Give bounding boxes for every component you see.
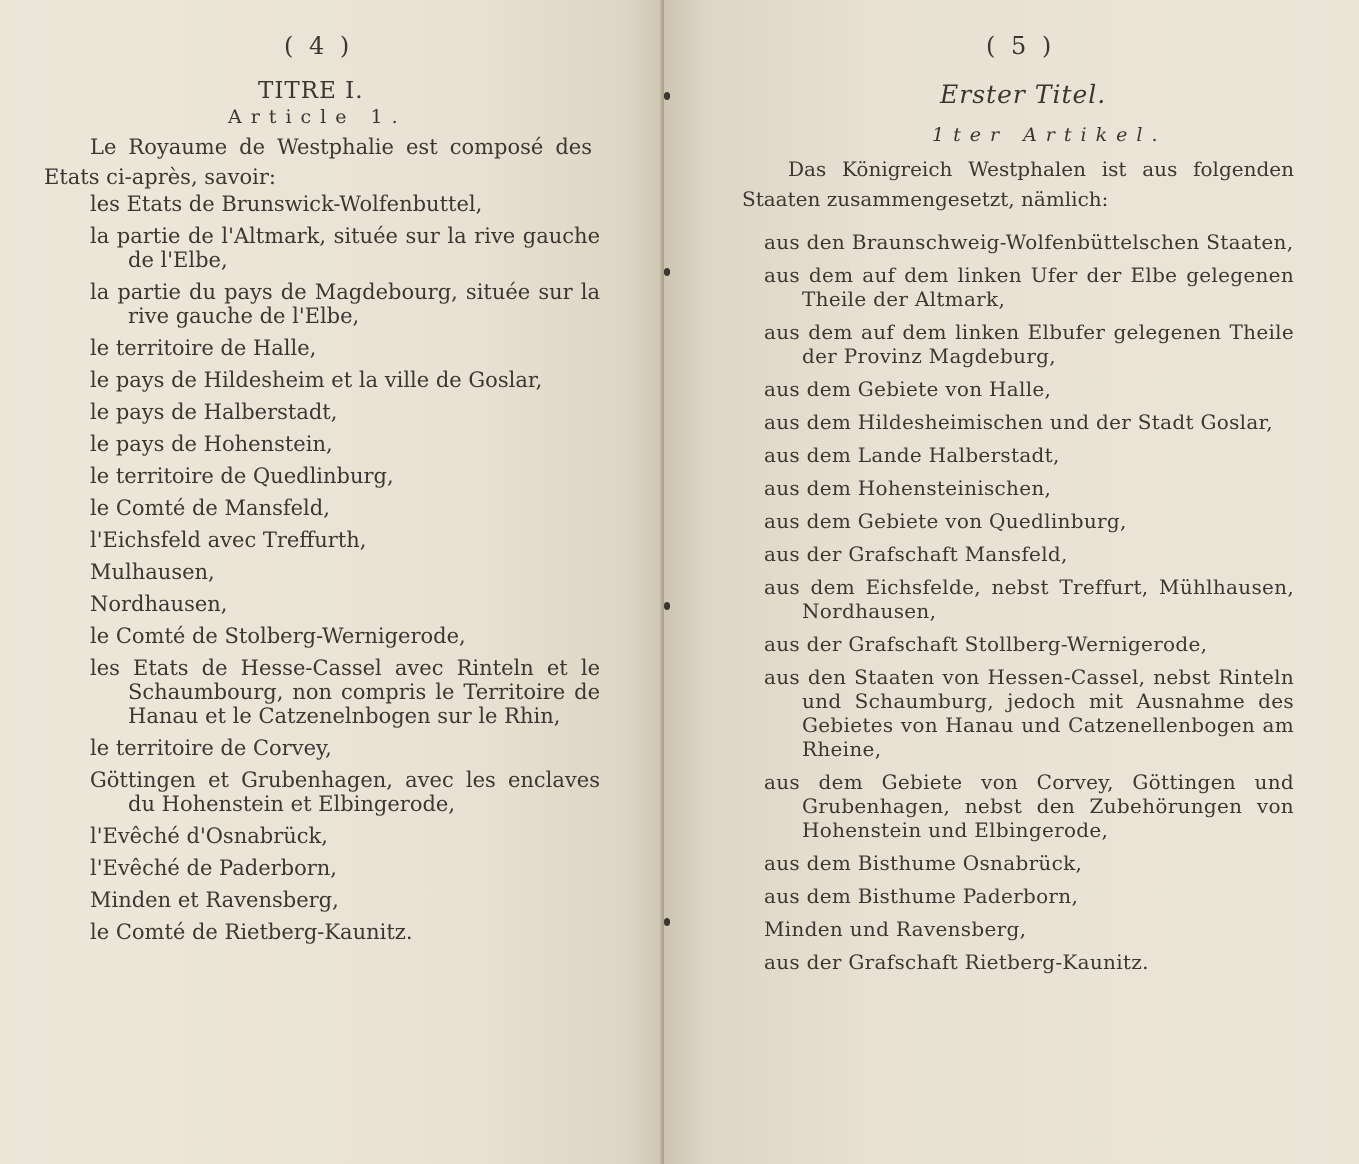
binding-hole-mark [664, 92, 670, 100]
list-item: le Comté de Mansfeld, [90, 496, 330, 520]
intro-paragraph-french: Le Royaume de Westphalie est composé des Etats ci-après, savoir: [44, 135, 592, 189]
list-item: le Comté de Rietberg-Kaunitz. [90, 920, 413, 944]
list-item: aus dem Lande Halberstadt, [764, 443, 1060, 467]
list-item: Nordhausen, [90, 592, 228, 616]
list-item: le territoire de Halle, [90, 336, 317, 360]
title-french: TITRE I. [258, 78, 364, 104]
list-item: l'Eichsfeld avec Treffurth, [90, 528, 367, 552]
left-page [0, 0, 664, 1164]
list-item: aus dem Bisthume Paderborn, [764, 884, 1079, 908]
list-item: les Etats de Brunswick-Wolfenbuttel, [90, 192, 483, 216]
article-heading-german: 1ter Artikel. [932, 124, 1167, 146]
list-item: la partie de l'Altmark, située sur la rive gauche de l'Elbe, [90, 224, 600, 272]
page-number-left: ( 4 ) [284, 32, 354, 60]
list-item: aus dem Hohensteinischen, [764, 476, 1052, 500]
list-item: l'Evêché d'Osnabrück, [90, 824, 328, 848]
list-item: aus dem Eichsfelde, nebst Treffurt, Mühlhausen, Nordhausen, [764, 575, 1294, 623]
right-page [664, 0, 1359, 1164]
list-item: aus der Grafschaft Mansfeld, [764, 542, 1068, 566]
list-item: aus den Staaten von Hessen-Cassel, nebst Rinteln und Schaumburg, jedoch mit Ausnahme des Gebietes von Hanau und Catzenellenbogen am Rheine, [764, 665, 1294, 761]
list-item: aus dem auf dem linken Elbufer gelegenen Theile der Provinz Magdeburg, [764, 320, 1294, 368]
list-item: aus dem Gebiete von Halle, [764, 377, 1052, 401]
list-item: la partie du pays de Magdebourg, située sur la rive gauche de l'Elbe, [90, 280, 600, 328]
list-item: aus dem Gebiete von Quedlinburg, [764, 509, 1127, 533]
list-item: aus den Braunschweig-Wolfenbüttelschen Staaten, [764, 230, 1294, 254]
list-item: aus dem auf dem linken Ufer der Elbe gelegenen Theile der Altmark, [764, 263, 1294, 311]
page-number-right: ( 5 ) [986, 32, 1056, 60]
list-item: aus dem Hildesheimischen und der Stadt Goslar, [764, 410, 1273, 434]
list-item: aus dem Gebiete von Corvey, Göttingen und Grubenhagen, nebst den Zubehörungen von Hohenstein und Elbingerode, [764, 770, 1294, 842]
list-item: Minden und Ravensberg, [764, 917, 1027, 941]
list-item: Göttingen et Grubenhagen, avec les enclaves du Hohenstein et Elbingerode, [90, 768, 600, 816]
intro-paragraph-german: Das Königreich Westphalen ist aus folgenden Staaten zusammengesetzt, nämlich: [742, 157, 1294, 211]
list-item: l'Evêché de Paderborn, [90, 856, 337, 880]
list-item: aus dem Bisthume Osnabrück, [764, 851, 1083, 875]
list-item: Mulhausen, [90, 560, 215, 584]
list-item: le Comté de Stolberg-Wernigerode, [90, 624, 466, 648]
list-item: les Etats de Hesse-Cassel avec Rinteln et le Schaumbourg, non compris le Territoire de Hanau et le Catzenelnbogen sur le Rhin, [90, 656, 600, 728]
title-german: Erster Titel. [940, 80, 1107, 109]
list-item: Minden et Ravensberg, [90, 888, 339, 912]
list-item: le territoire de Corvey, [90, 736, 332, 760]
binding-hole-mark [664, 602, 670, 610]
territory-list-german [764, 230, 1294, 983]
list-item: le pays de Hohenstein, [90, 432, 333, 456]
list-item: aus der Grafschaft Rietberg-Kaunitz. [764, 950, 1149, 974]
territory-list-french [90, 192, 600, 952]
binding-hole-mark [664, 268, 670, 276]
list-item: le pays de Halberstadt, [90, 400, 338, 424]
list-item: le territoire de Quedlinburg, [90, 464, 394, 488]
article-heading-french: Article 1. [228, 106, 407, 128]
binding-hole-mark [664, 918, 670, 926]
list-item: aus der Grafschaft Stollberg-Wernigerode, [764, 632, 1208, 656]
list-item: le pays de Hildesheim et la ville de Goslar, [90, 368, 543, 392]
